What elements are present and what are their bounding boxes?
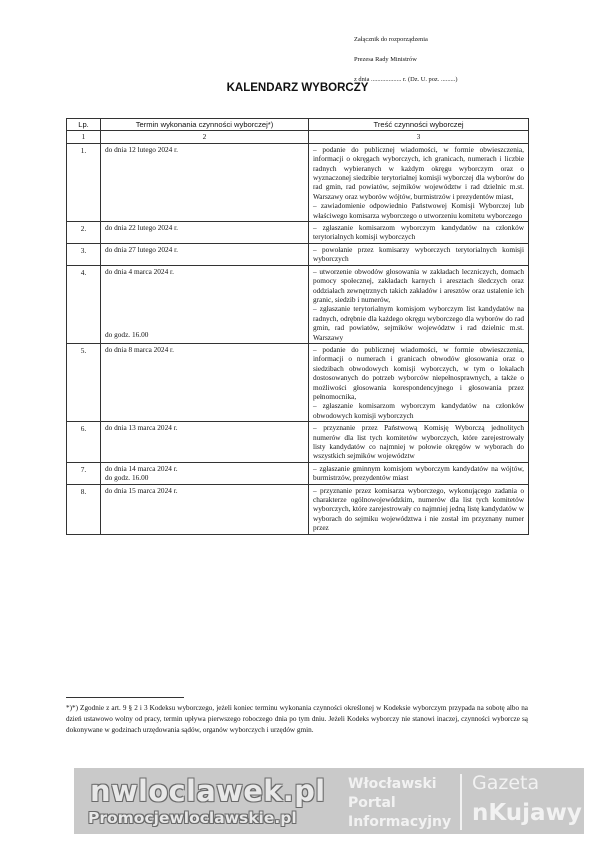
row-content-item: – zgłaszanie komisarzom wyborczym kandydatów na członków obwodowych komisji wyborczych — [313, 401, 524, 420]
row-content-item: – przyznanie przez komisarza wyborczego, wykonującego zadania o charakterze ogólnowojewódzkim, numerów dla list tych komitetów wyborczych, które zarejestrowały co najmniej jedną listę kandydatów w wyborach do sejmiku województwa i nie został im przyznany numer przez — [313, 485, 524, 533]
row-content — [309, 422, 529, 463]
col-header-lp: Lp. — [67, 119, 101, 131]
row-term-time: do godz. 16.00 — [105, 330, 149, 340]
col-header-term: Termin wykonania czynności wyborczej*) — [101, 119, 309, 131]
promo-logo-text[interactable]: Promocjewloclawskie.pl — [88, 809, 297, 827]
row-content-item: – zgłaszanie komisarzom wyborczym kandydatów na członków terytorialnych komisji wyborczych — [313, 223, 524, 242]
banner-divider — [460, 774, 462, 830]
row-lp: 8. — [67, 484, 101, 534]
row-content-item: – utworzenie obwodów głosowania w zakładach leczniczych, domach pomocy społecznej, zakładach karnych i aresztach śledczych oraz oddziałach zewnętrznych takich zakładów i aresztów oraz ustalenie ich granic, siedzib i numerów, — [313, 266, 524, 304]
footnote-divider — [66, 697, 184, 698]
row-content — [309, 484, 529, 534]
row-content-item: – podanie do publicznej wiadomości, w formie obwieszczenia, informacji o okręgach wyborczych, ich granicach, numerach i liczbie radnych wybieranych w każdym okręgu wyborczym oraz o wyznaczonej siedzibie terytorialnej komisji wyborczej dla wyborów do rad gmin, rad powiatów, sejmików województw i rad dzielnic m.st. Warszawy oraz wyborów wójtów, burmistrzów i prezydentów miast, — [313, 144, 524, 201]
portal-line-2: Portal — [348, 795, 396, 811]
row-term — [101, 462, 309, 484]
annex-line-3: z dnia ................... r. (Dz. U. poz. .........) — [354, 76, 458, 83]
row-term — [101, 422, 309, 463]
election-calendar-table — [66, 118, 529, 535]
row-content-item: – przyznanie przez Państwową Komisję Wyborczą jednolitych numerów dla list tych komitetów wyborczych, które zarejestrowały listy kandydatów co najmniej w połowie okręgów w wyborach do wszystkich sejmików województw — [313, 423, 524, 461]
footnote: *)*) Zgodnie z art. 9 § 2 i 3 Kodeksu wyborczego, jeżeli koniec terminu wykonania czynności określonej w Kodeksie wyborczym przypada na sobotę albo na dzień ustawowo wolny od pracy, termin upływa pierwszego roboczego dnia po tym dniu. Jeżeli Kodeks wyborczy nie stanowi inaczej, czynności wyborcze są dokonywane w godzinach urzędowania sądów, organów wyborczych i urzędów gmin. — [66, 704, 528, 734]
row-content-item: – powołanie przez komisarzy wyborczych terytorialnych komisji wyborczych — [313, 244, 524, 264]
row-term — [101, 343, 309, 421]
row-content-item: – zgłaszanie terytorialnym komisjom wyborczym list kandydatów na radnych, odrębnie dla każdego okręgu wyborczego dla wyborów do rad gmin, rad powiatów, sejmików województw i rad dzielnic m.st. Warszawy — [313, 304, 524, 342]
row-term-date: do dnia 8 marca 2024 r. — [105, 344, 174, 354]
portal-line-1: Włocławski — [348, 776, 437, 792]
portal-line-3: Informacyjny — [348, 814, 452, 830]
row-content-item: – zawiadomienie odpowiednio Państwowej Komisji Wyborczej lub właściwego komisarza wyborczego o utworzeniu komitetu wyborczego — [313, 201, 524, 220]
annex-line-2: Prezesa Rady Ministrów — [354, 56, 417, 63]
row-lp: 2. — [67, 222, 101, 244]
table-number-row — [67, 131, 529, 143]
table-row — [67, 343, 529, 421]
site-logo-text[interactable]: nwloclawek.pl — [90, 774, 326, 808]
annex-line-1: Załącznik do rozporządzenia — [354, 36, 428, 43]
row-term-date: do dnia 27 lutego 2024 r. — [105, 244, 178, 254]
document-title: KALENDARZ WYBORCZY — [226, 82, 369, 94]
table-row — [67, 422, 529, 463]
row-content — [309, 143, 529, 221]
row-lp: 6. — [67, 422, 101, 463]
gazeta-label: Gazeta — [472, 772, 540, 794]
kujawy-logo-text[interactable]: nKujawy — [472, 800, 582, 826]
row-lp: 7. — [67, 462, 101, 484]
row-term-date: do dnia 4 marca 2024 r. — [105, 266, 174, 276]
col-number-3: 3 — [309, 131, 529, 143]
row-content — [309, 222, 529, 244]
table-row — [67, 265, 529, 343]
row-lp: 5. — [67, 343, 101, 421]
col-number-2: 2 — [101, 131, 309, 143]
table-row — [67, 243, 529, 265]
row-term-date: do dnia 13 marca 2024 r. — [105, 423, 178, 433]
row-content-item: – podanie do publicznej wiadomości, w formie obwieszczenia, informacji o numerach i granicach obwodów głosowania oraz o siedzibach obwodowych komisji wyborczych, w tym o lokalach dostosowanych do potrzeb wyborców niepełnosprawnych, a także o możliwości głosowania korespondencyjnego i głosowania przez pełnomocnika, — [313, 344, 524, 401]
table-header-row — [67, 119, 529, 131]
table-row — [67, 143, 529, 221]
row-term-time: do godz. 16.00 — [105, 473, 149, 483]
row-term — [101, 222, 309, 244]
table-row — [67, 484, 529, 534]
row-lp: 4. — [67, 265, 101, 343]
row-content-item: – zgłaszanie gminnym komisjom wyborczym kandydatów na wójtów, burmistrzów, prezydentów miast — [313, 463, 524, 483]
watermark-banner — [74, 768, 584, 834]
row-term — [101, 484, 309, 534]
row-term — [101, 265, 309, 343]
annex-header — [354, 30, 457, 90]
row-lp: 1. — [67, 143, 101, 221]
row-term-date: do dnia 15 marca 2024 r. — [105, 485, 178, 495]
row-lp: 3. — [67, 243, 101, 265]
row-term — [101, 243, 309, 265]
row-content — [309, 265, 529, 343]
row-content — [309, 343, 529, 421]
row-content — [309, 243, 529, 265]
row-term-date: do dnia 22 lutego 2024 r. — [105, 223, 178, 233]
row-term — [101, 143, 309, 221]
table-row — [67, 222, 529, 244]
row-term-date: do dnia 12 lutego 2024 r. — [105, 144, 178, 154]
portal-name — [348, 775, 451, 832]
col-header-content: Treść czynności wyborczej — [309, 119, 529, 131]
table-row — [67, 462, 529, 484]
col-number-1: 1 — [67, 131, 101, 143]
row-content — [309, 462, 529, 484]
row-term-date: do dnia 14 marca 2024 r. — [105, 463, 178, 473]
